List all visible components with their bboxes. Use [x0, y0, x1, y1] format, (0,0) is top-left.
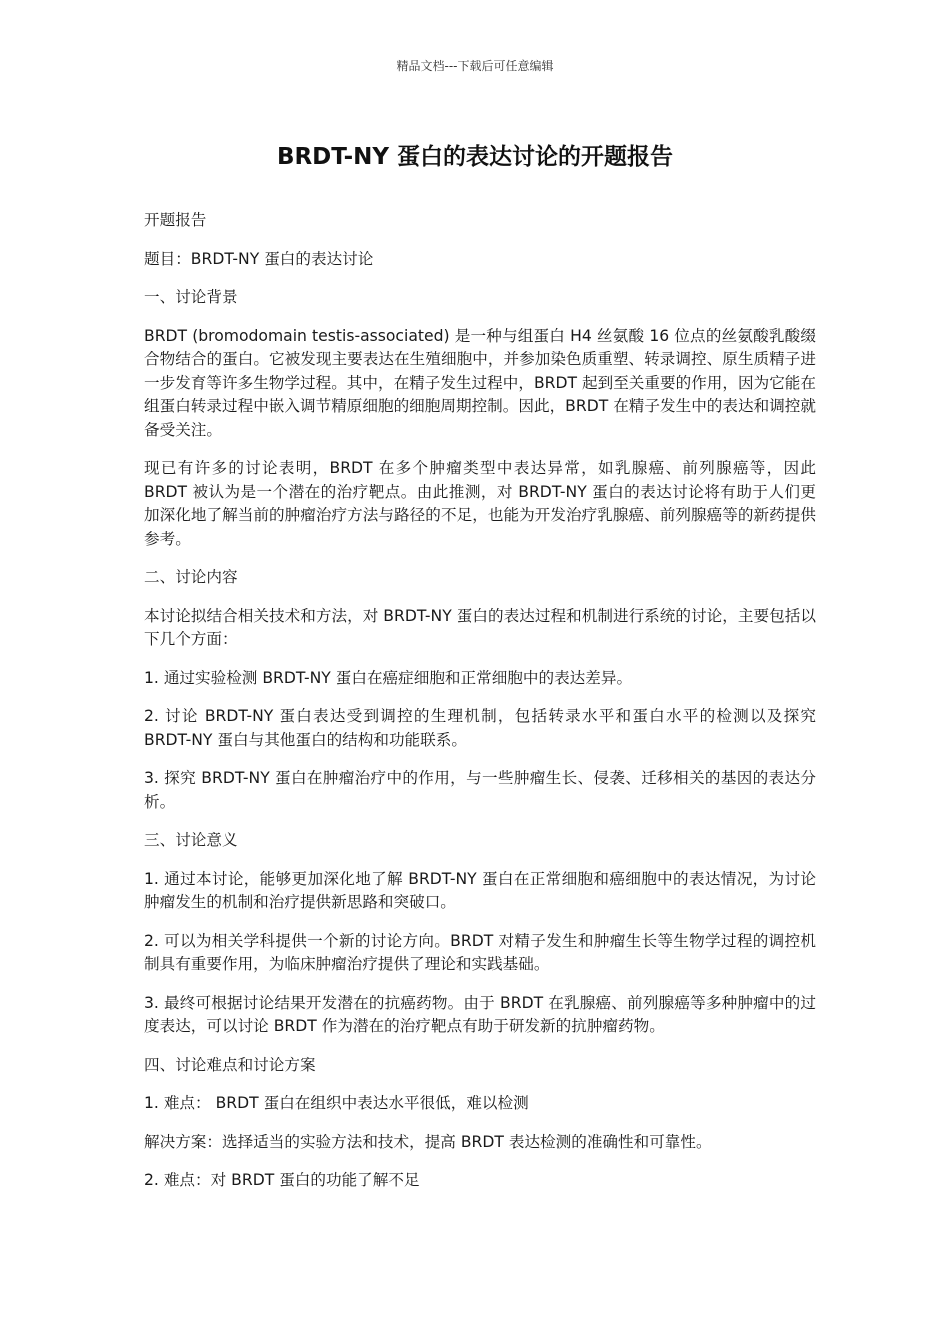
section-heading-significance: 三、讨论意义 [144, 831, 238, 849]
significance-item-2: 2. 可以为相关学科提供一个新的讨论方向。BRDT 对精子发生和肿瘤生长等生物学过程的调控机制具有重要作用，为临床肿瘤治疗提供了理论和实践基础。 [144, 931, 816, 973]
document-title: BRDT-NY 蛋白的表达讨论的开题报告 [276, 144, 674, 170]
content-item-1: 1. 通过实验检测 BRDT-NY 蛋白在癌症细胞和正常细胞中的表达差异。 [144, 668, 633, 687]
content-item-3: 3. 探究 BRDT-NY 蛋白在肿瘤治疗中的作用，与一些肿瘤生长、侵袭、迁移相关的基因的表达分析。 [144, 769, 816, 811]
section-heading-content: 二、讨论内容 [144, 568, 238, 586]
section-heading-difficulties: 四、讨论难点和讨论方案 [144, 1055, 316, 1074]
difficulty-item-2: 2. 难点：对 BRDT 蛋白的功能了解不足 [144, 1171, 420, 1189]
topic-line: 题目：BRDT-NY 蛋白的表达讨论 [144, 249, 374, 268]
background-paragraph-2: 现已有许多的讨论表明，BRDT 在多个肿瘤类型中表达异常，如乳腺癌、前列腺癌等，因此 BRDT 被认为是一个潜在的治疗靶点。由此推测，对 BRDT-NY 蛋白的表达讨论将有助于人们更加深化地了解当前的肿瘤治疗方法与路径的不足，也能为开发治疗乳腺癌、前列腺癌等的新药提供参考。 [144, 459, 816, 548]
header-note: 精品文档---下载后可任意编辑 [396, 59, 554, 73]
background-paragraph-1: BRDT (bromodomain testis-associated) 是一种与组蛋白 H4 丝氨酸 16 位点的丝氨酸乳酸缀合物结合的蛋白。它被发现主要表达在生殖细胞中，并参加染色质重塑、转录调控、原生质精子进一步发育等许多生物学过程。其中，在精子发生过程中，BRDT 起到至关重要的作用，因为它能在组蛋白转录过程中嵌入调节精原细胞的细胞周期控制。因此，BRDT 在精子发生中的表达和调控就备受关注。 [144, 326, 816, 439]
content-item-2: 2. 讨论 BRDT-NY 蛋白表达受到调控的生理机制，包括转录水平和蛋白水平的检测以及探究 BRDT-NY 蛋白与其他蛋白的结构和功能联系。 [144, 707, 816, 749]
difficulty-item-1: 1. 难点： BRDT 蛋白在组织中表达水平很低，难以检测 [144, 1094, 529, 1112]
significance-item-1: 1. 通过本讨论，能够更加深化地了解 BRDT-NY 蛋白在正常细胞和癌细胞中的表达情况，为讨论肿瘤发生的机制和治疗提供新思路和突破口。 [144, 869, 816, 911]
label-report: 开题报告 [144, 211, 207, 229]
content-intro: 本讨论拟结合相关技术和方法，对 BRDT-NY 蛋白的表达过程和机制进行系统的讨论，主要包括以下几个方面： [144, 606, 816, 648]
solution-item-1: 解决方案：选择适当的实验方法和技术，提高 BRDT 表达检测的准确性和可靠性。 [144, 1132, 712, 1151]
section-heading-background: 一、讨论背景 [144, 288, 238, 306]
document-body [144, 209, 816, 1208]
significance-item-3: 3. 最终可根据讨论结果开发潜在的抗癌药物。由于 BRDT 在乳腺癌、前列腺癌等多种肿瘤中的过度表达，可以讨论 BRDT 作为潜在的治疗靶点有助于研发新的抗肿瘤药物。 [144, 993, 816, 1035]
